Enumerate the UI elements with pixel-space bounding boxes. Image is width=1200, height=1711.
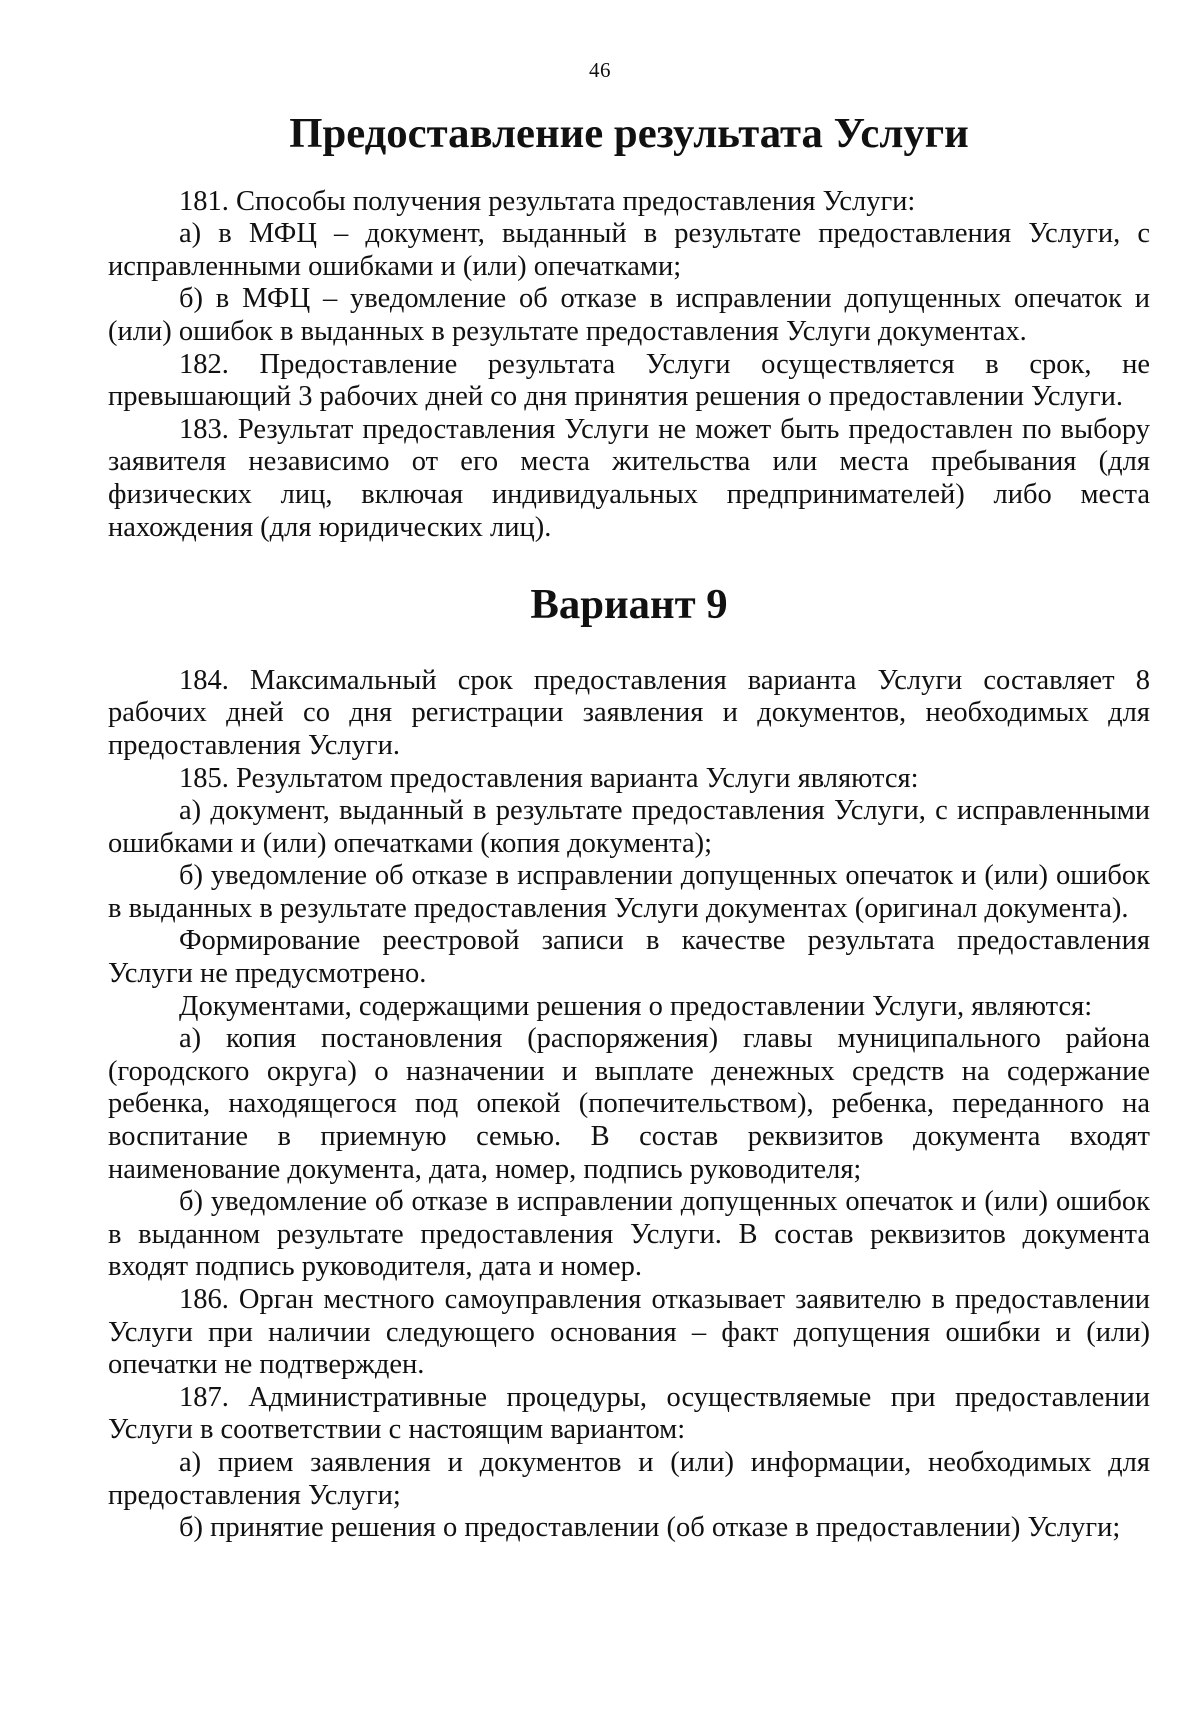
paragraph-183: 183. Результат предоставления Услуги не может быть предоставлен по выбору заявителя независимо от его места жительства или места пребывания (для физических лиц, включая индивидуальных предпринимателей) либо места нахождения (для юридических лиц). bbox=[108, 413, 1150, 543]
paragraph-184: 184. Максимальный срок предоставления варианта Услуги составляет 8 рабочих дней со дня регистрации заявления и документов, необходимых для предоставления Услуги. bbox=[108, 664, 1150, 761]
paragraph-181: 181. Способы получения результата предоставления Услуги: bbox=[179, 185, 916, 217]
page-number: 46 bbox=[589, 58, 611, 82]
paragraph-185: 185. Результатом предоставления варианта Услуги являются: bbox=[179, 762, 919, 794]
paragraph-187-a: а) прием заявления и документов и (или) информации, необходимых для предоставления Услуги; bbox=[108, 1446, 1150, 1511]
paragraph-186: 186. Орган местного самоуправления отказывает заявителю в предоставлении Услуги при наличии следующего основания – факт допущения ошибки и (или) опечатки не подтвержден. bbox=[108, 1284, 1150, 1381]
paragraph-187-b: б) принятие решения о предоставлении (об отказе в предоставлении) Услуги; bbox=[179, 1512, 1121, 1544]
paragraph-decision-a: а) копия постановления (распоряжения) главы муниципального района (городского округа) о назначении и выплате денежных средств на содержание ребенка, находящегося под опекой (попечительством), ребенка, переданного на воспитание в приемную семью. В состав реквизитов документа входят наименование документа, дата, номер, подпись руководителя; bbox=[108, 1023, 1150, 1185]
paragraph-registry-note: Формирование реестровой записи в качестве результата предоставления Услуги не предусмотрено. bbox=[108, 925, 1150, 990]
paragraph-185-a: а) документ, выданный в результате предоставления Услуги, с исправленными ошибками и (или) опечатками (копия документа); bbox=[108, 795, 1150, 859]
paragraph-decision-documents: Документами, содержащими решения о предоставлении Услуги, являются: bbox=[179, 990, 1093, 1022]
section-title-result: Предоставление результата Услуги bbox=[289, 110, 969, 157]
paragraph-181-a: а) в МФЦ – документ, выданный в результате предоставления Услуги, с исправленными ошибками и (или) опечатками; bbox=[108, 218, 1150, 282]
paragraph-187: 187. Административные процедуры, осуществляемые при предоставлении Услуги в соответствии с настоящим вариантом: bbox=[108, 1381, 1150, 1446]
paragraph-181-b: б) в МФЦ – уведомление об отказе в исправлении допущенных опечаток и (или) ошибок в выданных в результате предоставления Услуги документах. bbox=[108, 283, 1150, 347]
paragraph-185-b: б) уведомление об отказе в исправлении допущенных опечаток и (или) ошибок в выданных в результате предоставления Услуги документах (оригинал документа). bbox=[108, 860, 1150, 924]
document-body bbox=[108, 110, 1150, 1545]
paragraph-182: 182. Предоставление результата Услуги осуществляется в срок, не превышающий 3 рабочих дней со дня принятия решения о предоставлении Услуги. bbox=[108, 348, 1150, 413]
section-title-variant: Вариант 9 bbox=[530, 581, 728, 629]
paragraph-decision-b: б) уведомление об отказе в исправлении допущенных опечаток и (или) ошибок в выданном результате предоставления Услуги. В состав реквизитов документа входят подпись руководителя, дата и номер. bbox=[108, 1186, 1150, 1283]
